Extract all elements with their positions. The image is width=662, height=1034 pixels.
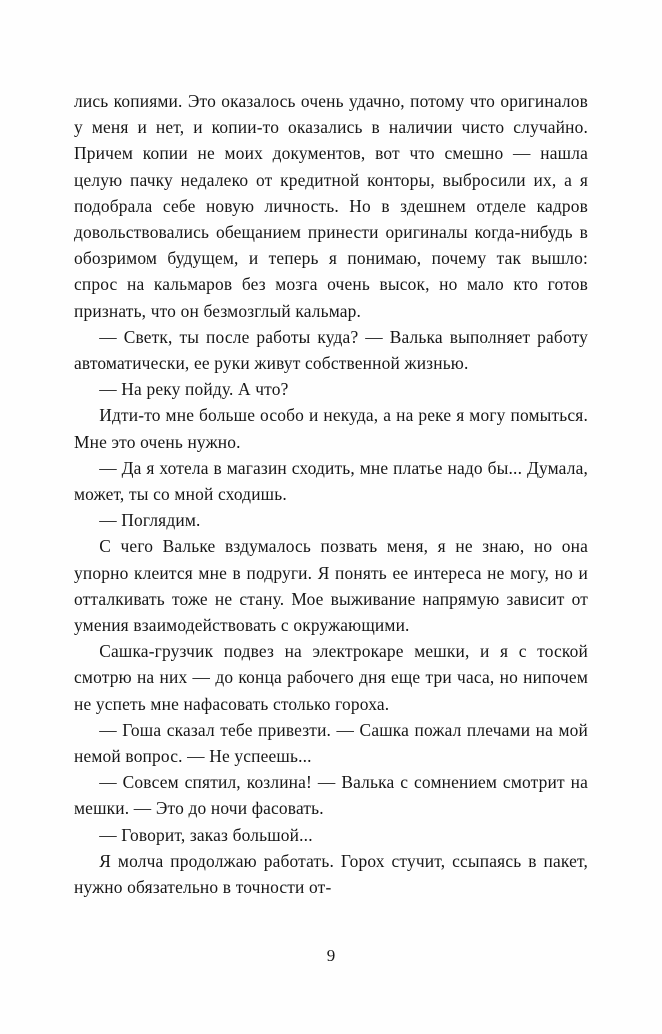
paragraph: лись копиями. Это оказалось очень удачно, потому что оригиналов у меня и нет, и копии-то оказались в наличии чисто случайно. Причем копии не моих документов, вот что смешно — нашла целую пачку недалеко от кредитной конторы, выбросили их, а я подобрала себе новую личность. Но в здешнем отделе кадров довольствовались обещанием принести оригиналы когда-нибудь в обозримом будущем, и теперь я понимаю, почему так вышло: спрос на кальмаров без мозга очень высок, но мало кто готов признать, что он безмозглый кальмар. <box>74 91 588 321</box>
page-number: 9 <box>326 946 336 965</box>
paragraph: — Светк, ты после работы куда? — Валька выполняет работу автоматически, ее руки живут собственной жизнью. <box>74 326 588 374</box>
page-body-text <box>74 88 588 900</box>
paragraph: Идти-то мне больше особо и некуда, а на реке я могу помыться. Мне это очень нужно. <box>74 405 588 452</box>
paragraph: С чего Вальке вздумалось позвать меня, я не знаю, но она упорно клеится мне в подруги. Я понять ее интереса не могу, но и отталкивать тоже не стану. Мое выживание напрямую зависит от умения взаимодействовать с окружающими. <box>74 536 588 636</box>
paragraph: — Говорит, заказ большой... <box>99 824 313 845</box>
paragraph: — Поглядим. <box>99 510 201 531</box>
paragraph: — На реку пойду. А что? <box>99 379 289 400</box>
paragraph: Сашка-грузчик подвез на электрокаре мешки, и я с тоской смотрю на них — до конца рабочего дня еще три часа, но нипочем не успеть мне нафасовать столько гороха. <box>74 641 588 714</box>
paragraph: Я молча продолжаю работать. Горох стучит, ссыпаясь в пакет, нужно обязательно в точности от- <box>74 850 588 898</box>
paragraph: — Гоша сказал тебе привезти. — Сашка пожал плечами на мой немой вопрос. — Не успеешь... <box>74 719 588 767</box>
paragraph: — Совсем спятил, козлина! — Валька с сомнением смотрит на мешки. — Это до ночи фасовать. <box>74 772 588 819</box>
paragraph: — Да я хотела в магазин сходить, мне платье надо бы... Думала, может, ты со мной сходишь. <box>74 457 588 505</box>
